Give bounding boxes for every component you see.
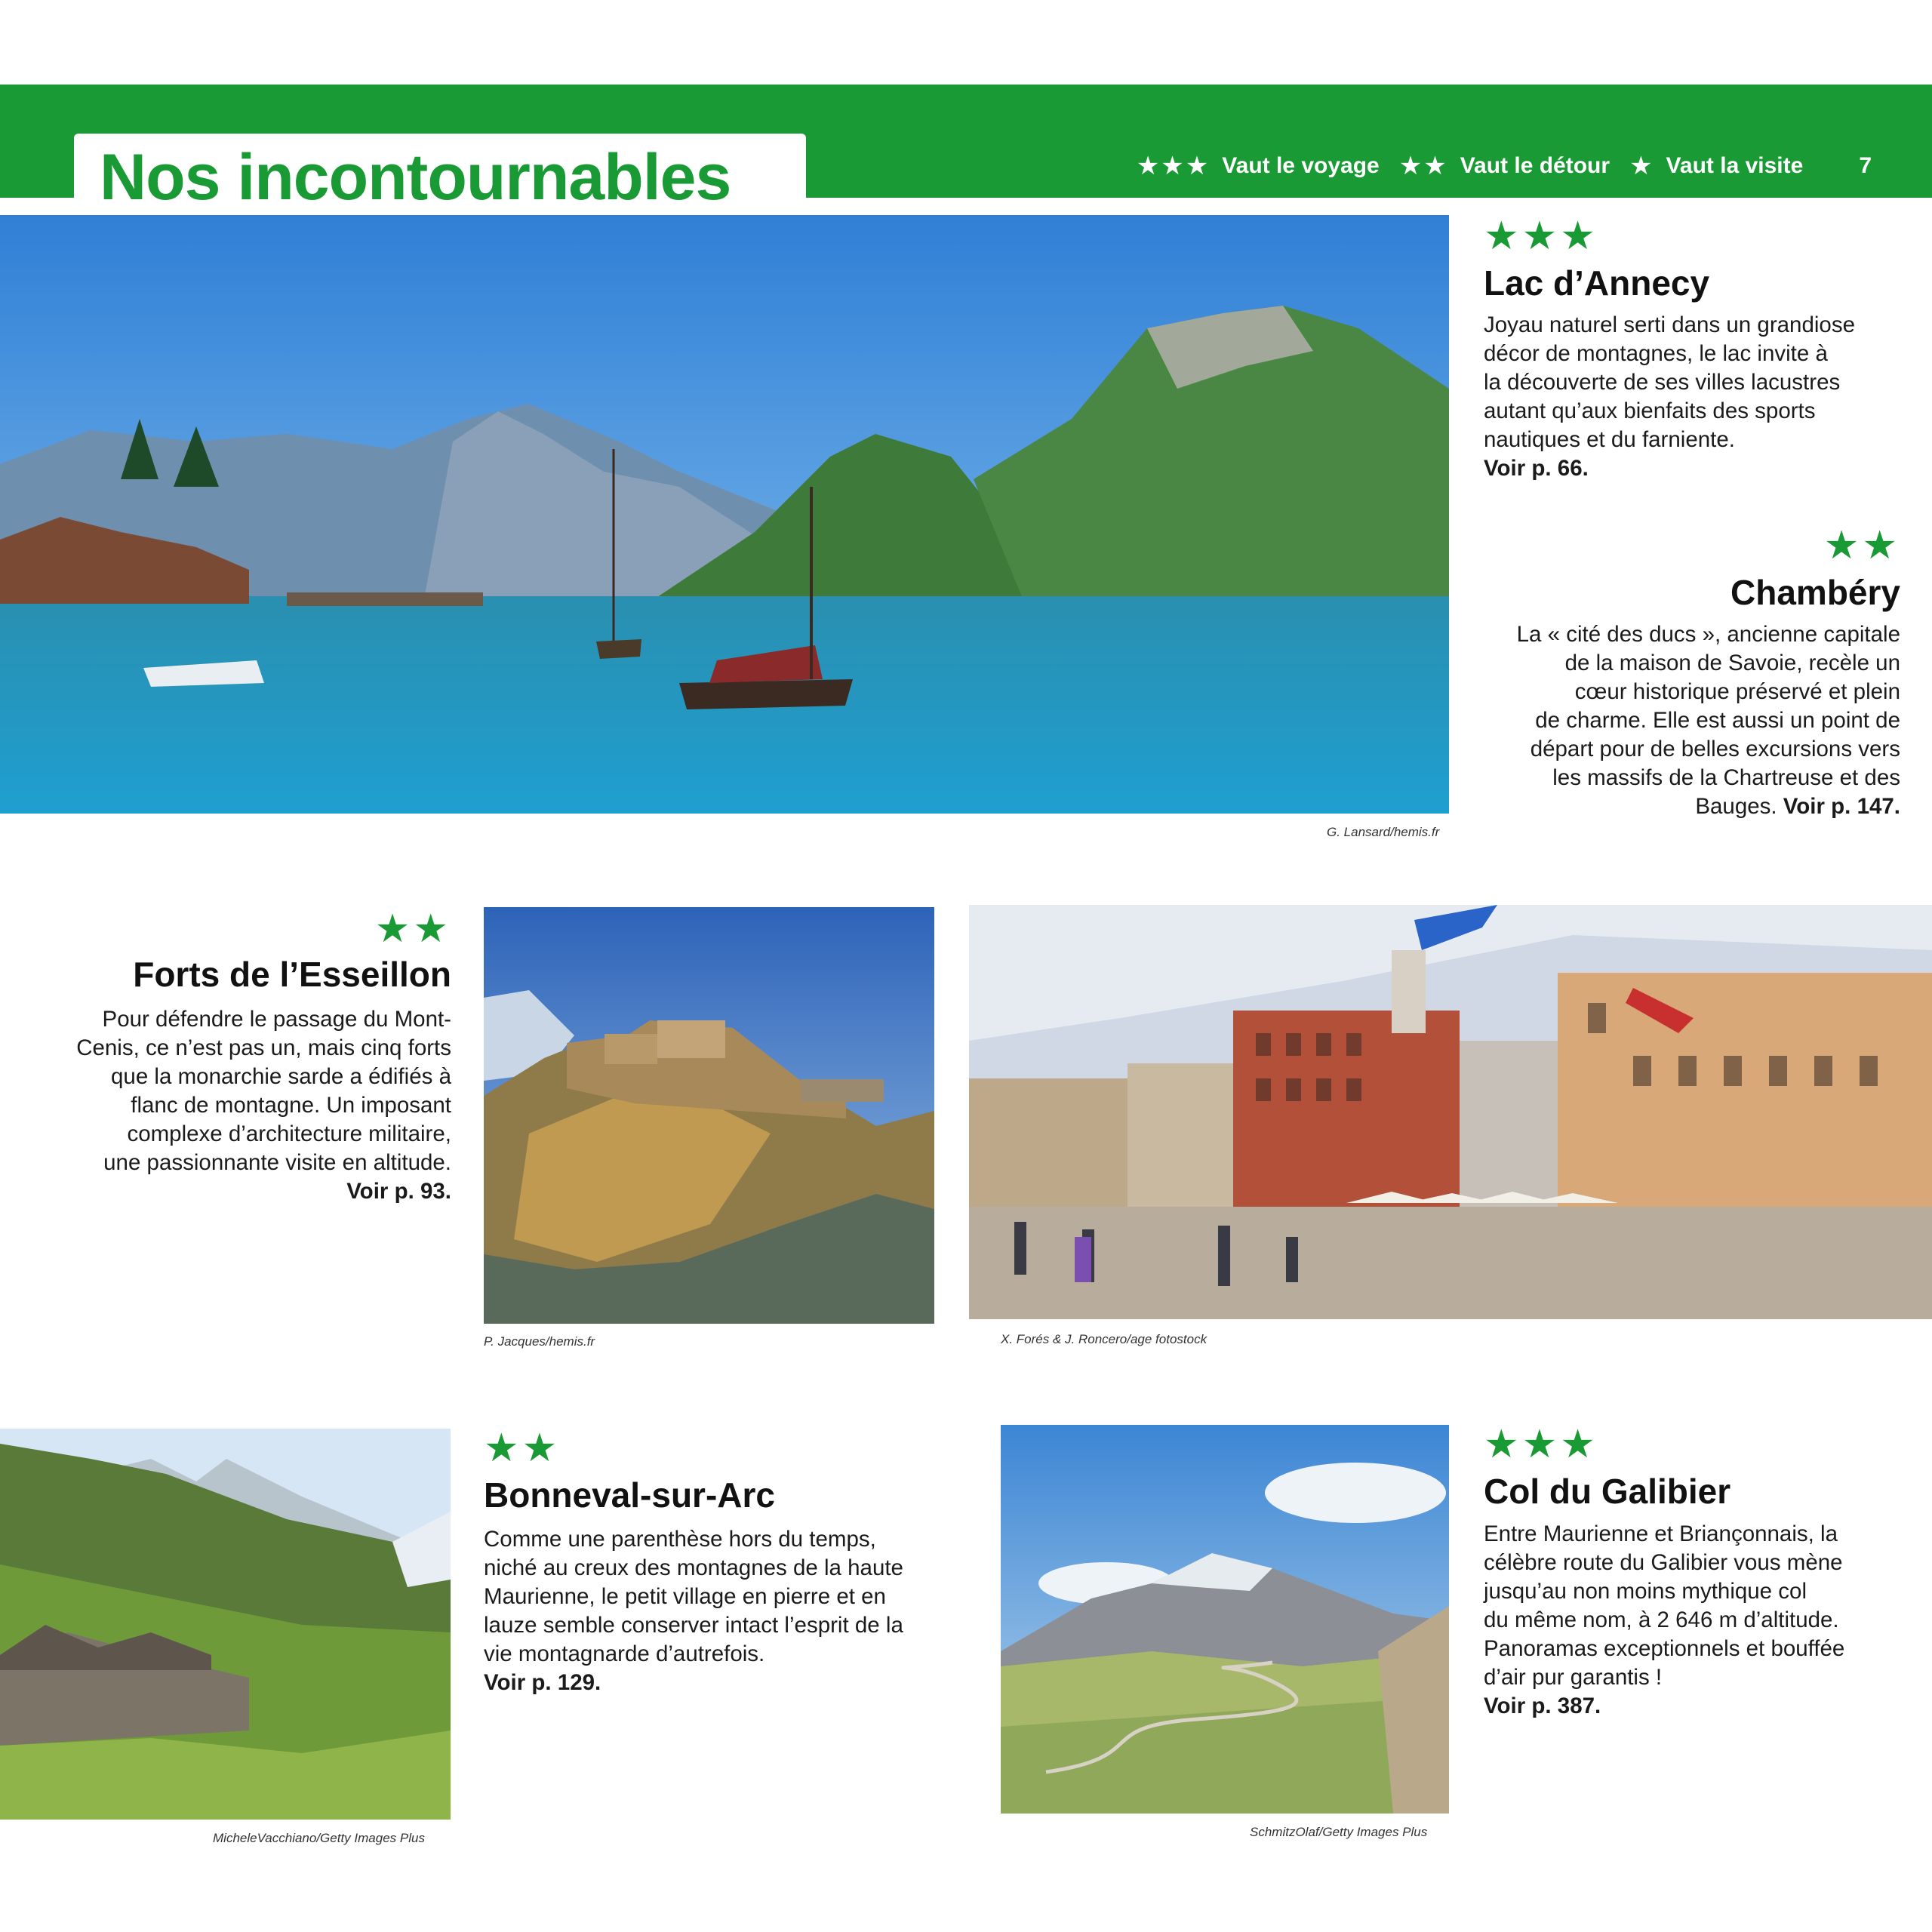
photo-chambery	[969, 905, 1932, 1319]
desc-line: la découverte de ses villes lacustres	[1484, 370, 1841, 395]
star-icon: ★★	[1398, 152, 1448, 180]
desc-line: Joyau naturel serti dans un grandiose	[1484, 312, 1855, 337]
page-reference: Voir p. 93.	[346, 1179, 451, 1204]
sight-description	[1484, 311, 1906, 483]
page-title: Nos incontournables	[100, 141, 731, 214]
desc-line: départ pour de belles excursions vers	[1530, 737, 1900, 761]
desc-line: célèbre route du Galibier vous mène	[1484, 1550, 1843, 1575]
desc-line: Pour défendre le passage du Mont-	[102, 1007, 451, 1032]
town-square-illustration	[969, 905, 1932, 1319]
sight-title: Chambéry	[1730, 573, 1900, 612]
desc-line: Cenis, ce n’est pas un, mais cinq forts	[76, 1035, 451, 1060]
page-reference: Voir p. 66.	[1484, 456, 1589, 481]
desc-line: que la monarchie sarde a édifiés à	[111, 1064, 451, 1089]
photo-bonneval-sur-arc	[0, 1429, 451, 1820]
page-reference: Voir p. 387.	[1484, 1694, 1601, 1718]
sight-title: Forts de l’Esseillon	[133, 955, 451, 994]
desc-line: de charme. Elle est aussi un point de	[1535, 708, 1900, 733]
star-legend	[1137, 151, 1872, 181]
page-number: 7	[1859, 153, 1872, 178]
rating-stars: ★★	[1823, 524, 1900, 568]
desc-line: Comme une parenthèse hors du temps,	[484, 1527, 876, 1552]
sight-description	[1478, 620, 1900, 821]
legend-item-3-stars	[1137, 151, 1380, 181]
desc-line: Maurienne, le petit village en pierre et en	[484, 1584, 886, 1609]
sight-description	[29, 1005, 451, 1206]
photo-col-du-galibier	[1001, 1425, 1449, 1814]
desc-line: flanc de montagne. Un imposant	[131, 1093, 451, 1118]
rating-stars: ★★★	[1484, 214, 1598, 258]
desc-line: niché au creux des montagnes de la haute	[484, 1555, 903, 1580]
desc-line: vie montagnarde d’autrefois.	[484, 1641, 765, 1666]
desc-line: de la maison de Savoie, recèle un	[1564, 651, 1900, 675]
rating-stars: ★★	[484, 1426, 561, 1470]
desc-line: nautiques et du farniente.	[1484, 427, 1735, 452]
desc-line: cœur historique préservé et plein	[1574, 679, 1900, 704]
legend-label: Vaut le détour	[1460, 153, 1611, 178]
sight-title: Bonneval-sur-Arc	[484, 1475, 775, 1515]
page-reference: Voir p. 129.	[484, 1670, 601, 1695]
photo-credit: MicheleVacchiano/Getty Images Plus	[213, 1831, 425, 1845]
legend-label: Vaut le voyage	[1222, 153, 1380, 178]
lake-mountains-illustration	[0, 215, 1449, 814]
sight-description	[1484, 1520, 1906, 1721]
fort-on-cliff-illustration	[484, 907, 934, 1324]
photo-credit: X. Forés & J. Roncero/age fotostock	[1001, 1332, 1208, 1346]
photo-credit: SchmitzOlaf/Getty Images Plus	[1250, 1825, 1428, 1839]
desc-line: autant qu’aux bienfaits des sports	[1484, 398, 1816, 423]
photo-credit: P. Jacques/hemis.fr	[484, 1334, 595, 1349]
sight-description	[484, 1525, 952, 1697]
desc-line: Entre Maurienne et Briançonnais, la	[1484, 1521, 1838, 1546]
desc-line: les massifs de la Chartreuse et des	[1552, 765, 1900, 790]
desc-line-text: Bauges.	[1695, 794, 1777, 819]
legend-item-2-stars	[1399, 151, 1610, 181]
desc-line	[1478, 792, 1900, 821]
sight-title: Col du Galibier	[1484, 1472, 1731, 1511]
rating-stars: ★★	[374, 907, 451, 951]
legend-label: Vaut la visite	[1666, 153, 1804, 178]
mountain-road-illustration	[1001, 1425, 1449, 1814]
photo-credit: G. Lansard/hemis.fr	[1327, 825, 1440, 839]
desc-line: complexe d’architecture militaire,	[127, 1121, 451, 1146]
alpine-village-illustration	[0, 1429, 451, 1820]
photo-lac-annecy	[0, 215, 1449, 814]
star-icon: ★	[1629, 152, 1654, 180]
star-icon: ★★★	[1136, 152, 1211, 180]
desc-line: jusqu’au non moins mythique col	[1484, 1579, 1807, 1604]
desc-line: une passionnante visite en altitude.	[103, 1150, 451, 1175]
desc-line: d’air pur garantis !	[1484, 1665, 1663, 1690]
desc-line: Panoramas exceptionnels et bouffée	[1484, 1636, 1845, 1661]
legend-item-1-star	[1629, 151, 1803, 181]
page-reference: Voir p. 147.	[1783, 794, 1900, 819]
rating-stars: ★★★	[1484, 1423, 1598, 1466]
desc-line: lauze semble conserver intact l’esprit de la	[484, 1613, 903, 1638]
desc-line: du même nom, à 2 646 m d’altitude.	[1484, 1607, 1839, 1632]
desc-line: La « cité des ducs », ancienne capitale	[1516, 622, 1900, 647]
desc-line: décor de montagnes, le lac invite à	[1484, 341, 1828, 366]
sight-title: Lac d’Annecy	[1484, 263, 1710, 303]
photo-forts-esseillon	[484, 907, 934, 1324]
